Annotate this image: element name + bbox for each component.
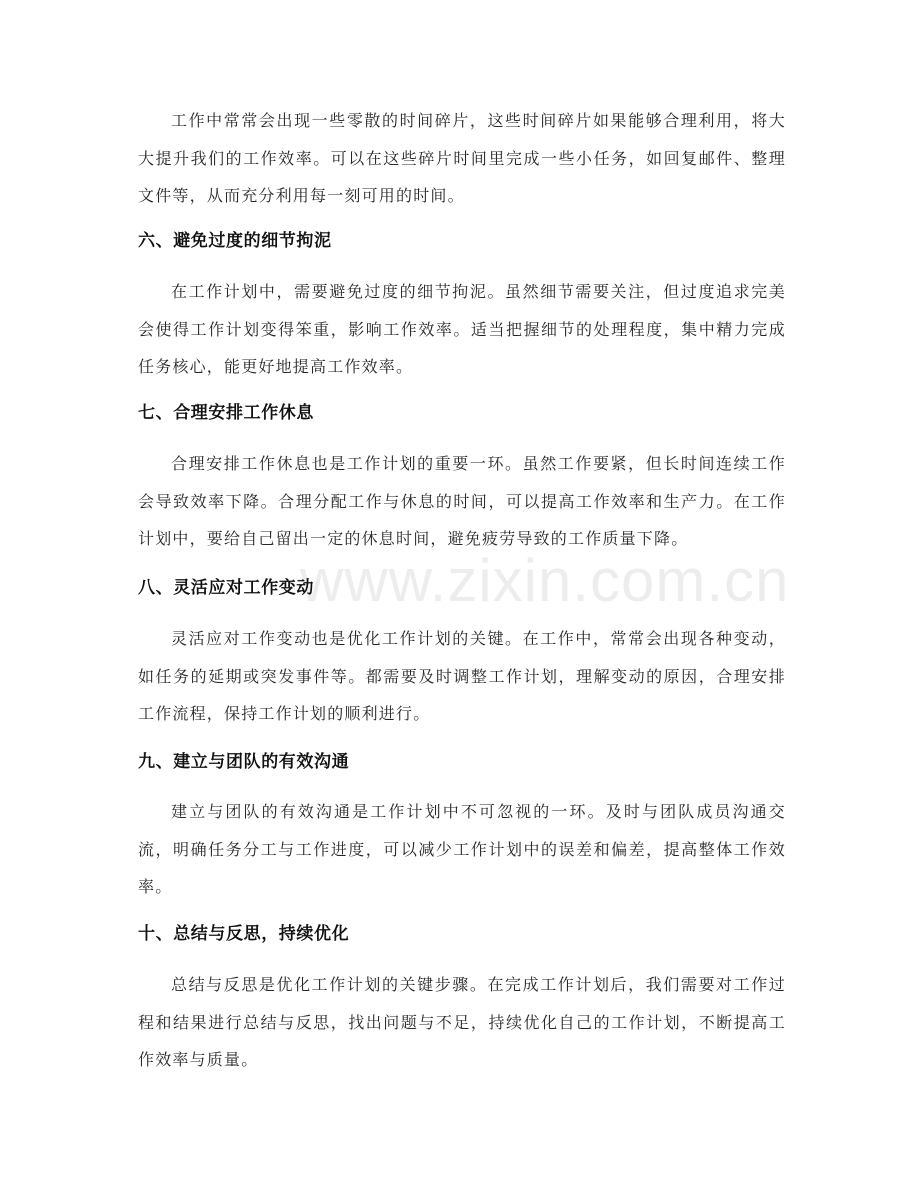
paragraph-section-9: 建立与团队的有效沟通是工作计划中不可忽视的一环。及时与团队成员沟通交流，明确任务分工与工作进度，可以减少工作计划中的误差和偏差，提高整体工作效率。 [138,802,786,896]
paragraph-section-6: 在工作计划中，需要避免过度的细节拘泥。虽然细节需要关注，但过度追求完美会使得工作计划变得笨重，影响工作效率。适当把握细节的处理程度，集中精力完成任务核心，能更好地提高工作效率。 [138,282,786,376]
heading-section-6: 六、避免过度的细节拘泥 [138,231,332,251]
paragraph-section-7: 合理安排工作休息也是工作计划的重要一环。虽然工作要紧，但长时间连续工作会导致效率下降。合理分配工作与休息的时间，可以提高工作效率和生产力。在工作计划中，要给自己留出一定的休息时间，避免疲劳导致的工作质量下降。 [138,454,786,548]
heading-section-8: 八、灵活应对工作变动 [138,578,314,598]
heading-section-7: 七、合理安排工作休息 [138,403,314,423]
heading-section-10: 十、总结与反思，持续优化 [138,924,350,944]
paragraph-section-10: 总结与反思是优化工作计划的关键步骤。在完成工作计划后，我们需要对工作过程和结果进行总结与反思，找出问题与不足，持续优化自己的工作计划，不断提高工作效率与质量。 [138,975,786,1069]
paragraph-section-8: 灵活应对工作变动也是优化工作计划的关键。在工作中，常常会出现各种变动，如任务的延期或突发事件等。都需要及时调整工作计划，理解变动的原因，合理安排工作流程，保持工作计划的顺利进行。 [138,629,786,723]
heading-section-9: 九、建立与团队的有效沟通 [138,752,350,772]
paragraph-time-fragments: 工作中常常会出现一些零散的时间碎片，这些时间碎片如果能够合理利用，将大大提升我们的工作效率。可以在这些碎片时间里完成一些小任务，如回复邮件、整理文件等，从而充分利用每一刻可用的时间。 [138,111,786,205]
site-watermark: www.zixin.com.cn [300,547,790,614]
